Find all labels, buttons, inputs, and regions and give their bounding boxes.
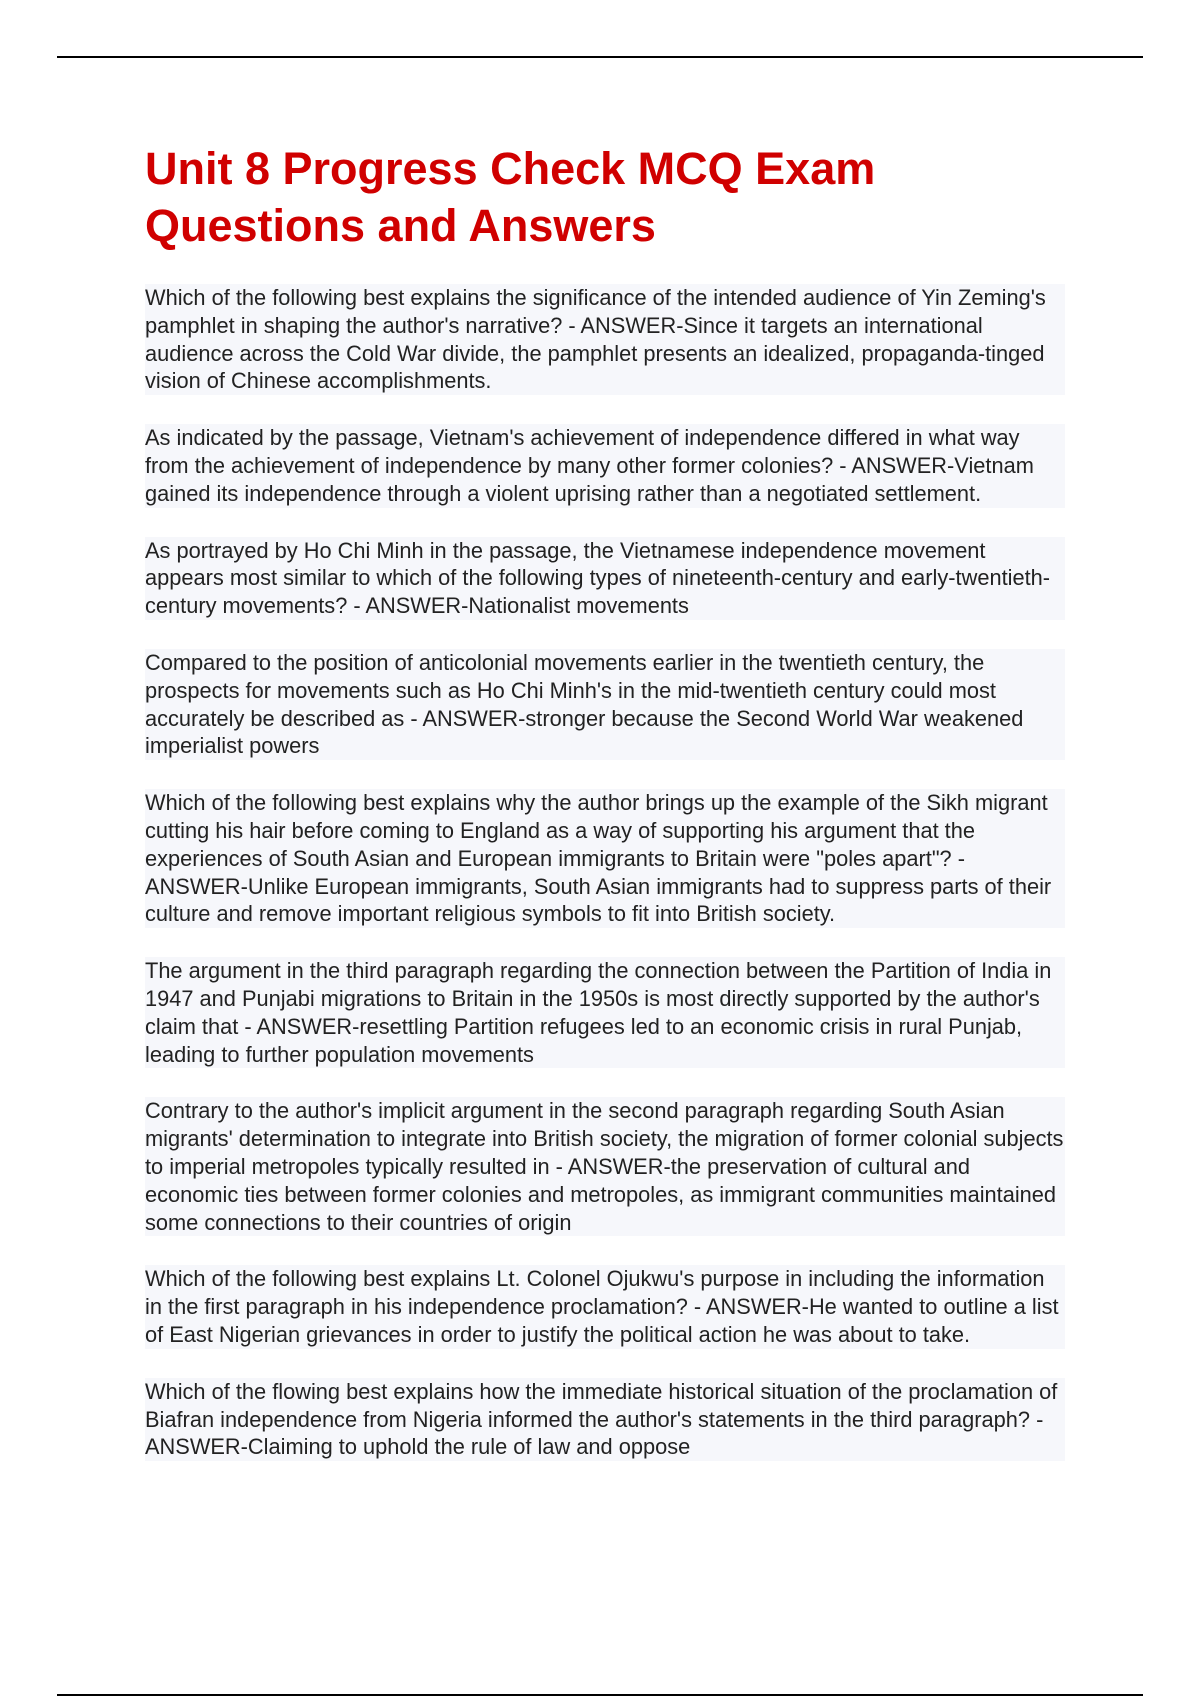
document-body [145, 140, 1065, 1490]
qa-entry-5: Which of the following best explains why the author brings up the example of the Sikh migrant cutting his hair before coming to England as a way of supporting his argument that the experiences of South Asian and European immigrants to Britain were "poles apart"? - ANSWER-Unlike European immigrants, South Asian immigrants had to suppress parts of their culture and remove important religious symbols to fit into British society. [145, 789, 1065, 928]
qa-entry-2: As indicated by the passage, Vietnam's achievement of independence differed in what way from the achievement of independence by many other former colonies? - ANSWER-Vietnam gained its independence through a violent uprising rather than a negotiated settlement. [145, 424, 1065, 507]
qa-entry-4: Compared to the position of anticolonial movements earlier in the twentieth century, the prospects for movements such as Ho Chi Minh's in the mid-twentieth century could most accurately be described as - ANSWER-stronger because the Second World War weakened imperialist powers [145, 649, 1065, 760]
qa-entry-6: The argument in the third paragraph regarding the connection between the Partition of India in 1947 and Punjabi migrations to Britain in the 1950s is most directly supported by the author's claim that - ANSWER-resettling Partition refugees led to an economic crisis in rural Punjab, leading to further population movements [145, 957, 1065, 1068]
qa-entry-8: Which of the following best explains Lt. Colonel Ojukwu's purpose in including the information in the first paragraph in his independence proclamation? - ANSWER-He wanted to outline a list of East Nigerian grievances in order to justify the political action he was about to take. [145, 1265, 1065, 1348]
qa-entry-7: Contrary to the author's implicit argument in the second paragraph regarding South Asian migrants' determination to integrate into British society, the migration of former colonial subjects to imperial metropoles typically resulted in - ANSWER-the preservation of cultural and economic ties between former colonies and metropoles, as immigrant communities maintained some connections to their countries of origin [145, 1098, 1064, 1235]
bottom-divider [57, 1694, 1143, 1696]
top-divider [57, 56, 1143, 58]
qa-entry-1: Which of the following best explains the significance of the intended audience of Yin Zeming's pamphlet in shaping the author's narrative? - ANSWER-Since it targets an international audience across the Cold War divide, the pamphlet presents an idealized, propaganda-tinged vision of Chinese accomplishments. [145, 284, 1065, 395]
document-title: Unit 8 Progress Check MCQ Exam Questions and Answers [145, 143, 876, 251]
qa-entry-3: As portrayed by Ho Chi Minh in the passage, the Vietnamese independence movement appears most similar to which of the following types of nineteenth-century and early-twentieth-century movements? - ANSWER-Nationalist movements [145, 537, 1065, 620]
qa-entry-9: Which of the flowing best explains how the immediate historical situation of the proclamation of Biafran independence from Nigeria informed the author's statements in the third paragraph? - ANSWER-Claiming to uphold the rule of law and oppose [145, 1378, 1065, 1461]
